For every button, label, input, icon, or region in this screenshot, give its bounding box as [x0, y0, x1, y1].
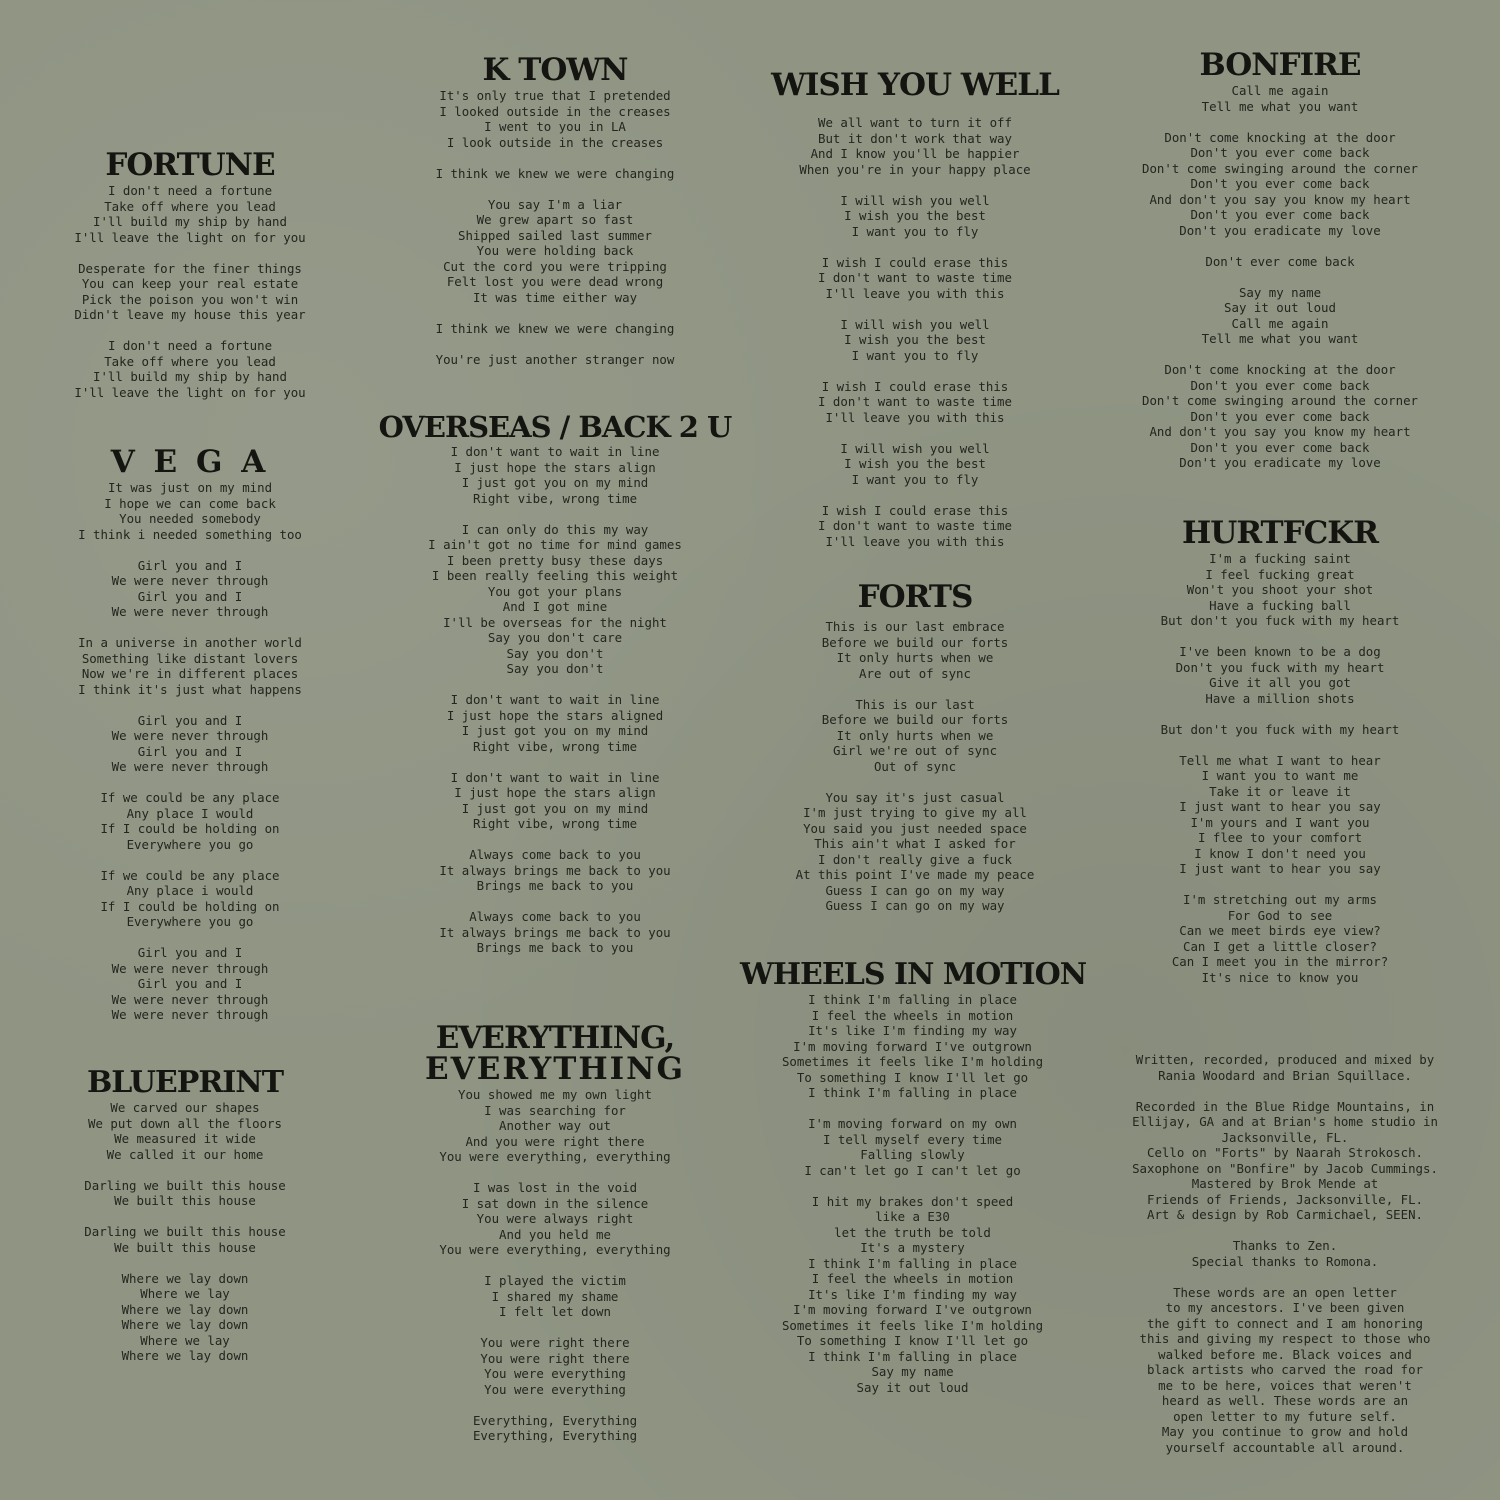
song-title: BONFIRE	[1199, 47, 1361, 83]
song-everything-everything	[400, 1020, 710, 1444]
song-title: BLUEPRINT	[86, 1065, 284, 1100]
song-title: WHEELS IN MOTION	[740, 957, 1087, 992]
song-lyrics: I don't need a fortune Take off where you lead I'll build my ship by hand I'll leave the light on for you Desperate for the finer things You can keep your real estate Pick the poison you won't win Didn't leave my house this year I don't need a fortune Take off where you lead I'll build my ship by hand I'll leave the light on for you	[74, 183, 306, 400]
song-title: OVERSEAS / BACK 2 U	[378, 410, 732, 444]
song-vega	[40, 444, 340, 1023]
song-title: HURTFCKR	[1182, 515, 1378, 551]
credits-text: Written, recorded, produced and mixed by Rania Woodard and Brian Squillace. Recorded in the Blue Ridge Mountains, in Ellijay, GA and at Brian's home studio in Jacksonville, FL. Cello on "Forts" by Naarah Strokosch. Saxophone on "Bonfire" by Jacob Cummings. Mastered by Brok Mende at Friends of Friends, Jacksonville, FL. Art & design by Rob Carmichael, SEEN. Thanks to Zen. Special thanks to Romona. These words are an open letter to my ancestors. I've been given the gift to connect and I am honoring this and giving my respect to those who walked before me. Black voices and black artists who carved the road for me to be here, voices that weren't heard as well. These words are an open letter to my future self. May you continue to grow and hold yourself accountable all around.	[1132, 1052, 1438, 1455]
song-wish-you-well	[765, 67, 1065, 549]
song-title-line1: EVERYTHING,	[435, 1020, 675, 1056]
album-credits	[1105, 1050, 1465, 1455]
song-overseas-back-2-u	[375, 410, 735, 956]
song-lyrics: I think I'm falling in place I feel the wheels in motion It's like I'm finding my way I'm moving forward I've outgrown Sometimes it feels like I'm holding To something I know I'll let go I think I'm falling in place I'm moving forward on my own I tell myself every time Falling slowly I can't let go I can't let go I hit my brakes don't speed like a E30 let the truth be told It's a mystery I think I'm falling in place I feel the wheels in motion It's like I'm finding my way I'm moving forward I've outgrown Sometimes it feels like I'm holding To something I know I'll let go I think I'm falling in place Say my name Say it out loud	[781, 992, 1044, 1395]
song-title: WISH YOU WELL	[771, 67, 1059, 103]
song-lyrics: We all want to turn it off But it don't work that way And I know you'll be happier When you're in your happy place I will wish you well I wish you the best I want you to fly I wish I could erase this I don't want to waste time I'll leave you with this I will wish you well I wish you the best I want you to fly I wish I could erase this I don't want to waste time I'll leave you with this I will wish you well I wish you the best I want you to fly I wish I could erase this I don't want to waste time I'll leave you with this	[799, 115, 1031, 549]
song-lyrics: You showed me my own light I was searching for Another way out And you were right there You were everything, everything I was lost in the void I sat down in the silence You were always right And you held me You were everything, everything I played the victim I shared my shame I felt let down You were right there You were right there You were everything You were everything Everything, Everything Everything, Everything	[439, 1087, 671, 1443]
song-k-town	[400, 52, 710, 367]
song-title: V E G A	[110, 444, 270, 480]
song-bonfire	[1130, 47, 1430, 471]
song-lyrics: I don't want to wait in line I just hope the stars align I just got you on my mind Right vibe, wrong time I can only do this my way I ain't got no time for mind games I been pretty busy these days I been really feeling this weight You got your plans And I got mine I'll be overseas for the night Say you don't care Say you don't Say you don't I don't want to wait in line I just hope the stars aligned I just got you on my mind Right vibe, wrong time I don't want to wait in line I just hope the stars align I just got you on my mind Right vibe, wrong time Always come back to you It always brings me back to you Brings me back to you Always come back to you It always brings me back to you Brings me back to you	[428, 444, 682, 955]
song-title: FORTS	[857, 579, 973, 615]
song-lyrics: It was just on my mind I hope we can come back You needed somebody I think i needed something too Girl you and I We were never through Girl you and I We were never through In a universe in another world Something like distant lovers Now we're in different places I think it's just what happens Girl you and I We were never through Girl you and I We were never through If we could be any place Any place I would If I could be holding on Everywhere you go If we could be any place Any place i would If I could be holding on Everywhere you go Girl you and I We were never through Girl you and I We were never through We were never through	[78, 480, 302, 1022]
song-title: FORTUNE	[105, 147, 275, 183]
song-lyrics: I'm a fucking saint I feel fucking great Won't you shoot your shot Have a fucking ball But don't you fuck with my heart I've been known to be a dog Don't you fuck with my heart Give it all you got Have a million shots But don't you fuck with my heart Tell me what I want to hear I want you to want me Take it or leave it I just want to hear you say I'm yours and I want you I flee to your comfort I know I don't need you I just want to hear you say I'm stretching out my arms For God to see Can we meet birds eye view? Can I get a little closer? Can I meet you in the mirror? It's nice to know you	[1160, 551, 1400, 985]
song-lyrics: Call me again Tell me what you want Don't come knocking at the door Don't you ever come back Don't come swinging around the corner Don't you ever come back And don't you say you know my heart Don't you ever come back Don't you eradicate my love Don't ever come back Say my name Say it out loud Call me again Tell me what you want Don't come knocking at the door Don't you ever come back Don't come swinging around the corner Don't you ever come back And don't you say you know my heart Don't you ever come back Don't you eradicate my love	[1141, 83, 1418, 470]
song-fortune	[40, 147, 340, 400]
song-forts	[765, 579, 1065, 914]
song-title: K TOWN	[482, 52, 628, 88]
song-lyrics: This is our last embrace Before we build our forts It only hurts when we Are out of sync This is our last Before we build our forts It only hurts when we Girl we're out of sync Out of sync You say it's just casual I'm just trying to give my all You said you just needed space This ain't what I asked for I don't really give a fuck At this point I've made my peace Guess I can go on my way Guess I can go on my way	[795, 619, 1035, 913]
song-title-line2: EVERYTHING	[425, 1051, 685, 1087]
song-wheels-in-motion	[740, 957, 1087, 1395]
song-lyrics: We carved our shapes We put down all the floors We measured it wide We called it our home Darling we built this house We built this house Darling we built this house We built this house Where we lay down Where we lay Where we lay down Where we lay down Where we lay Where we lay down	[84, 1100, 286, 1363]
song-blueprint	[35, 1065, 335, 1364]
song-lyrics: It's only true that I pretended I looked outside in the creases I went to you in LA I look outside in the creases I think we knew we were changing You say I'm a liar We grew apart so fast Shipped sailed last summer You were holding back Cut the cord you were tripping Felt lost you were dead wrong It was time either way I think we knew we were changing You're just another stranger now	[435, 88, 675, 367]
song-hurtfckr	[1130, 515, 1430, 985]
